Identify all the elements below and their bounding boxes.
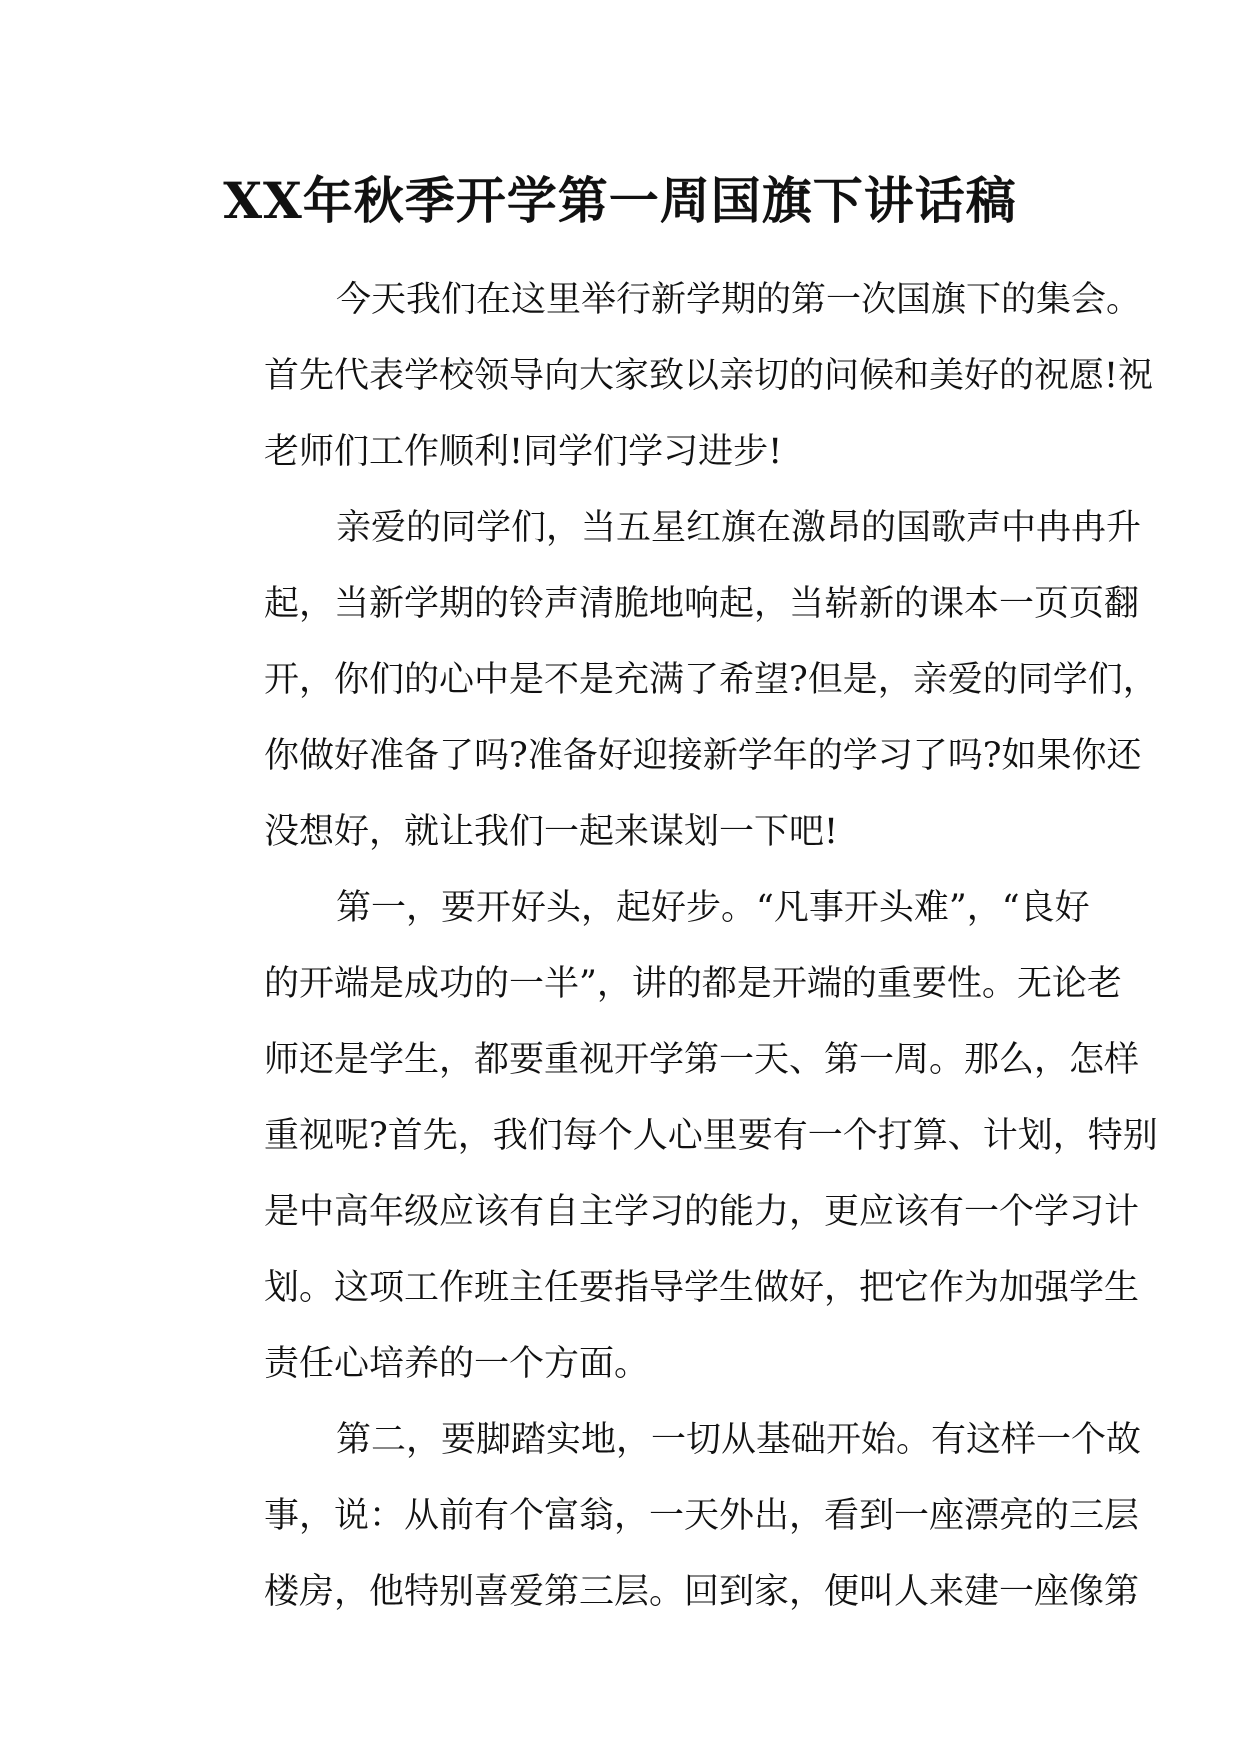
text-line: 楼房，他特别喜爱第三层。回到家，便叫人来建一座像第	[264, 1572, 1140, 1612]
document-body	[192, 262, 1158, 1630]
text-line: 责任心培养的一个方面。	[264, 1344, 650, 1384]
paragraph-3	[192, 870, 1158, 1402]
text-line: 起，当新学期的铃声清脆地响起，当崭新的课本一页页翻	[264, 584, 1140, 624]
text-line: 师还是学生，都要重视开学第一天、第一周。那么，怎样	[264, 1040, 1140, 1080]
text-line: 事，说：从前有个富翁，一天外出，看到一座漂亮的三层	[264, 1496, 1140, 1536]
paragraph-1	[192, 262, 1154, 490]
document-title: XX年秋季开学第一周国旗下讲话稿	[223, 171, 1017, 230]
text-line: 亲爱的同学们，当五星红旗在激昂的国歌声中冉冉升	[336, 508, 1142, 548]
text-line: 第二，要脚踏实地，一切从基础开始。有这样一个故	[336, 1420, 1142, 1460]
text-line: 的开端是成功的一半”，讲的都是开端的重要性。无论老	[264, 964, 1122, 1004]
text-line: 没想好，就让我们一起来谋划一下吧!	[264, 812, 839, 852]
text-line: 划。这项工作班主任要指导学生做好，把它作为加强学生	[264, 1268, 1140, 1308]
text-line: 开，你们的心中是不是充满了希望?但是，亲爱的同学们，	[264, 660, 1158, 700]
text-line: 重视呢?首先，我们每个人心里要有一个打算、计划，特别	[264, 1116, 1158, 1156]
text-line: 你做好准备了吗?准备好迎接新学年的学习了吗?如果你还	[264, 736, 1142, 776]
text-line: 是中高年级应该有自主学习的能力，更应该有一个学习计	[264, 1192, 1140, 1232]
text-line: 老师们工作顺利!同学们学习进步!	[264, 432, 783, 472]
paragraph-4	[192, 1402, 1142, 1630]
text-line: 今天我们在这里举行新学期的第一次国旗下的集会。	[336, 280, 1142, 320]
text-line: 首先代表学校领导向大家致以亲切的问候和美好的祝愿!祝	[264, 356, 1154, 396]
paragraph-2	[192, 490, 1158, 870]
text-line: 第一，要开好头，起好步。“凡事开头难”，“良好	[336, 888, 1090, 928]
